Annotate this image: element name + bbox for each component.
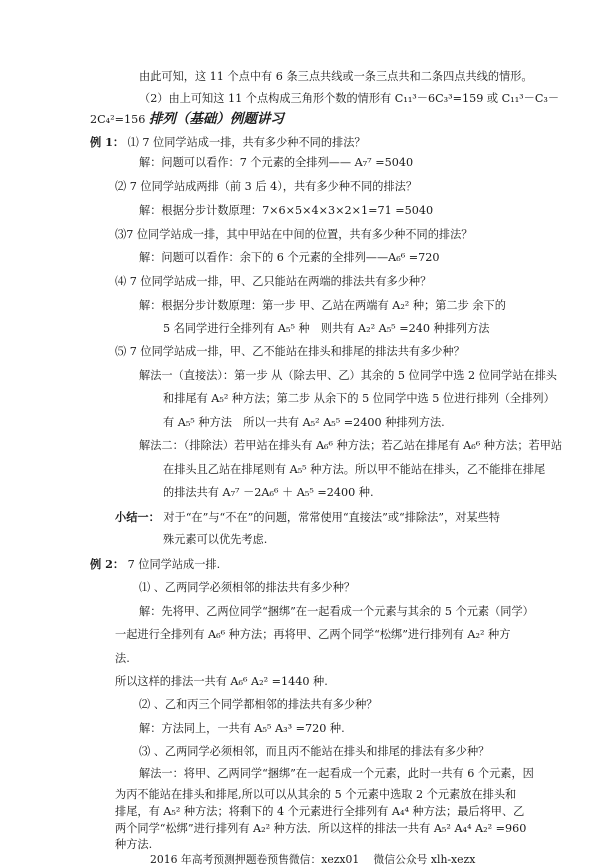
example-label: 例 1： <box>90 135 125 149</box>
text-line: 法. <box>115 652 130 665</box>
text-line: 的排法共有 A₇⁷ －2A₆⁶ ＋ A₅⁵ =2400 种. <box>163 486 374 499</box>
text-line: 解：问题可以看作：7 个元素的全排列—— A₇⁷ =5040 <box>139 156 414 169</box>
text-line: 一起进行全排列有 A₆⁶ 种方法；再将甲、乙两个同学“松绑”进行排列有 A₂² 种方 <box>115 628 511 641</box>
text-fragment: 对于“在”与“不在”的问题，常常使用“直接法”或“排除法”，对某些特 <box>163 511 500 524</box>
text-line: （2）由上可知这 11 个点构成三角形个数的情形有 C₁₁³－6C₃³=159 或 C₁₁³－C₃－ <box>139 92 560 105</box>
text-fragment: 7 位同学站成一排. <box>127 558 221 571</box>
text-line: ⑵ 7 位同学站成两排（前 3 后 4），共有多少种不同的排法？ <box>115 180 418 193</box>
text-line: 殊元素可以优先考虑. <box>163 533 268 546</box>
text-line: 由此可知，这 11 个点中有 6 条三点共线或一条三点共和二条四点共线的情形。 <box>139 70 533 83</box>
text-line: 解：先将甲、乙两位同学“捆绑”在一起看成一个元素与其余的 5 个元素（同学） <box>139 605 534 618</box>
summary-label: 小结一： <box>115 510 160 524</box>
text-line: 排尾，有 A₅² 种方法；将剩下的 4 个元素进行全排列有 A₄⁴ 种方法；最后将甲、乙 <box>115 805 525 818</box>
text-line: 解法一（直接法）：第一步 从（除去甲、乙）其余的 5 位同学中选 2 位同学站在排头 <box>139 369 557 382</box>
text-line: 种方法. <box>115 838 153 851</box>
text-fragment: ⑴ 7 位同学站成一排，共有多少种不同的排法？ <box>127 136 366 149</box>
text-line: 5 名同学进行全排列有 A₅⁵ 种 则共有 A₂² A₅⁵ =240 种排列方法 <box>163 322 490 335</box>
text-line <box>90 112 284 127</box>
text-line <box>90 135 366 150</box>
text-line: ⑸ 7 位同学站成一排，甲、乙不能站在排头和排尾的排法共有多少种？ <box>115 345 465 358</box>
text-line: 有 A₅⁵ 种方法 所以一共有 A₅² A₅⁵ =2400 种排列方法. <box>163 416 445 429</box>
text-line: ⑶7 位同学站成一排，其中甲站在中间的位置，共有多少种不同的排法？ <box>115 228 473 241</box>
text-line: 所以这样的排法一共有 A₆⁶ A₂² =1440 种. <box>115 675 328 688</box>
text-line: 解法二：（排除法）若甲站在排头有 A₆⁶ 种方法；若乙站在排尾有 A₆⁶ 种方法；若甲站 <box>139 439 563 452</box>
text-line: 解：根据分步计数原理：第一步 甲、乙站在两端有 A₂² 种；第二步 余下的 <box>139 299 506 312</box>
text-line: 解：方法同上，一共有 A₅⁵ A₃³ =720 种. <box>139 722 345 735</box>
example-label: 例 2： <box>90 557 125 571</box>
text-line: ⑷ 7 位同学站成一排，甲、乙只能站在两端的排法共有多少种？ <box>115 275 432 288</box>
text-line: 两个同学“松绑”进行排列有 A₂² 种方法．所以这样的排法一共有 A₅² A₄⁴ A₂² =960 <box>115 822 527 835</box>
section-heading: 排列（基础）例题讲习 <box>148 111 284 127</box>
text-line: ⑵ 、乙和丙三个同学都相邻的排法共有多少种？ <box>139 698 378 711</box>
text-line: 解：根据分步计数原理：7×6×5×4×3×2×1=71 =5040 <box>139 204 434 217</box>
text-line: 解：问题可以看作：余下的 6 个元素的全排列——A₆⁶ =720 <box>139 251 440 264</box>
text-line: ⑶ 、乙两同学必须相邻，而且丙不能站在排头和排尾的排法有多少种？ <box>139 745 490 758</box>
text-line <box>115 510 500 525</box>
text-line: 和排尾有 A₅² 种方法；第二步 从余下的 5 位同学中选 5 位进行排列（全排列） <box>163 392 555 405</box>
text-line: 为丙不能站在排头和排尾,所以可以从其余的 5 个元素中选取 2 个元素放在排头和 <box>115 788 517 801</box>
text-fragment: 2C₄²=156 <box>90 113 146 126</box>
page-footer: 2016 年高考预测押题卷预售微信：xezx01 微信公众号 xlh-xezx <box>150 853 476 866</box>
text-line: 在排头且乙站在排尾则有 A₅⁵ 种方法。所以甲不能站在排头，乙不能排在排尾 <box>163 463 546 476</box>
text-line: 解法一：将甲、乙两同学“捆绑”在一起看成一个元素，此时一共有 6 个元素，因 <box>139 767 534 780</box>
text-line <box>90 557 220 572</box>
text-line: ⑴ 、乙两同学必须相邻的排法共有多少种？ <box>139 581 356 594</box>
